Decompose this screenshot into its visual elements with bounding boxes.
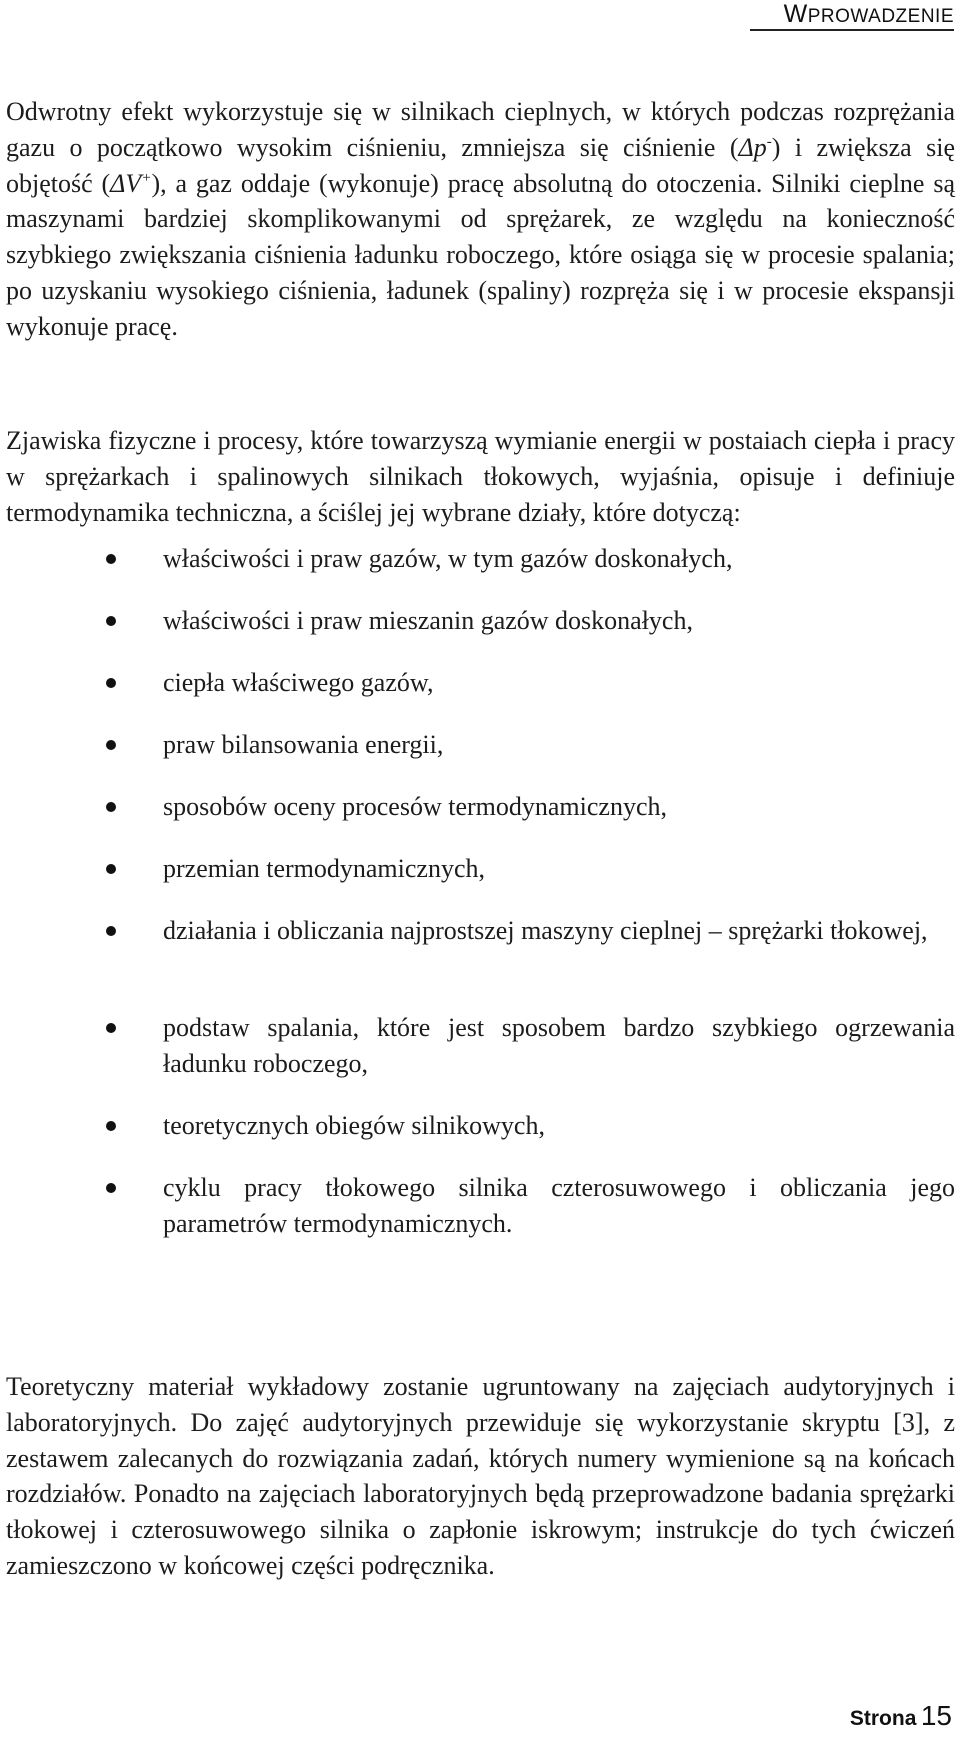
header-rest: PROWADZENIE bbox=[807, 6, 954, 27]
list-item-text: sposobów oceny procesów termodynamicznych, bbox=[163, 792, 667, 821]
paragraph-1-part-b: ) i zwiększa się objętość ( bbox=[6, 132, 956, 198]
list-item-text: właściwości i praw gazów, w tym gazów doskonałych, bbox=[163, 544, 733, 573]
delta-p-symbol bbox=[739, 133, 772, 162]
running-header bbox=[784, 0, 954, 29]
delta-v-text: ΔV bbox=[110, 168, 142, 198]
list-item-text: cyklu pracy tłokowego silnika czterosuwowego i obliczania jego parametrów termodynamicznych. bbox=[163, 1173, 955, 1238]
page-label: Strona bbox=[849, 1707, 917, 1730]
page-number: 15 bbox=[920, 1700, 952, 1731]
paragraph-3: Teoretyczny materiał wykładowy zostanie ugruntowany na zajęciach audytoryjnych i laboratoryjnych. Do zajęć audytoryjnych przewiduje się wykorzystanie skryptu [3], z zestawem zalecanych do rozwiązania zadań, których numery wymienione są na końcach rozdziałów. Ponadto na zajęciach laboratoryjnych będą przeprowadzone badania sprężarki tłokowej i czterosuwowego silnika o zapłonie iskrowym; instrukcje do tych ćwiczeń zamieszczono w końcowej części podręcznika. bbox=[6, 1372, 955, 1580]
delta-v-sup: + bbox=[141, 169, 152, 186]
bullet-icon bbox=[106, 1121, 116, 1131]
delta-p-sup: - bbox=[766, 133, 772, 150]
list-item-text: działania i obliczania najprostszej maszyny cieplnej – sprężarki tłokowej, bbox=[163, 916, 928, 945]
list-item-text: podstaw spalania, które jest sposobem bardzo szybkiego ogrzewania ładunku roboczego, bbox=[163, 1013, 955, 1078]
page-footer bbox=[850, 1700, 952, 1732]
delta-v-symbol bbox=[110, 169, 151, 198]
paragraph-1-part-a: Odwrotny efekt wykorzystuje się w silnikach cieplnych, w których podczas rozprężania gazu o początkowo wysokim ciśnieniu, zmniejsza się ciśnienie ( bbox=[6, 97, 955, 162]
list-item-text: ciepła właściwego gazów, bbox=[163, 668, 434, 697]
paragraph-1 bbox=[6, 94, 955, 345]
header-underline bbox=[750, 29, 954, 31]
list-item-text: praw bilansowania energii, bbox=[163, 730, 444, 759]
bullet-icon bbox=[106, 616, 116, 626]
bullet-icon bbox=[106, 554, 116, 564]
paragraph-2: Zjawiska fizyczne i procesy, które towarzyszą wymianie energii w postaiach ciepła i pracy w sprężarkach i spalinowych silnikach tłokowych, wyjaśnia, opisuje i definiuje termodynamika techniczna, a ściślej jej wybrane działy, które dotyczą: bbox=[6, 426, 955, 527]
paragraph-1-part-c: ), a gaz oddaje (wykonuje) pracę absolutną do otoczenia. Silniki cieplne są maszynami bardziej skomplikowanymi od sprężarek, ze względu na konieczność szybkiego zwiększania ciśnienia ładunku roboczego, które osiąga się w procesie spalania; po uzyskaniu wysokiego ciśnienia, ładunek (spaliny) rozpręża się i w procesie ekspansji wykonuje pracę. bbox=[6, 168, 955, 341]
list-item-text: teoretycznych obiegów silnikowych, bbox=[163, 1111, 545, 1140]
list-item-text: przemian termodynamicznych, bbox=[163, 854, 485, 883]
bullet-icon bbox=[106, 678, 116, 688]
bullet-icon bbox=[106, 802, 116, 812]
bullet-icon bbox=[106, 1183, 116, 1193]
bullet-icon bbox=[106, 926, 116, 936]
bullet-icon bbox=[106, 1023, 116, 1033]
header-initial: W bbox=[783, 0, 808, 28]
bullet-icon bbox=[106, 864, 116, 874]
list-item-text: właściwości i praw mieszanin gazów doskonałych, bbox=[163, 606, 693, 635]
bullet-icon bbox=[106, 740, 116, 750]
delta-p-text: Δp bbox=[738, 132, 767, 162]
